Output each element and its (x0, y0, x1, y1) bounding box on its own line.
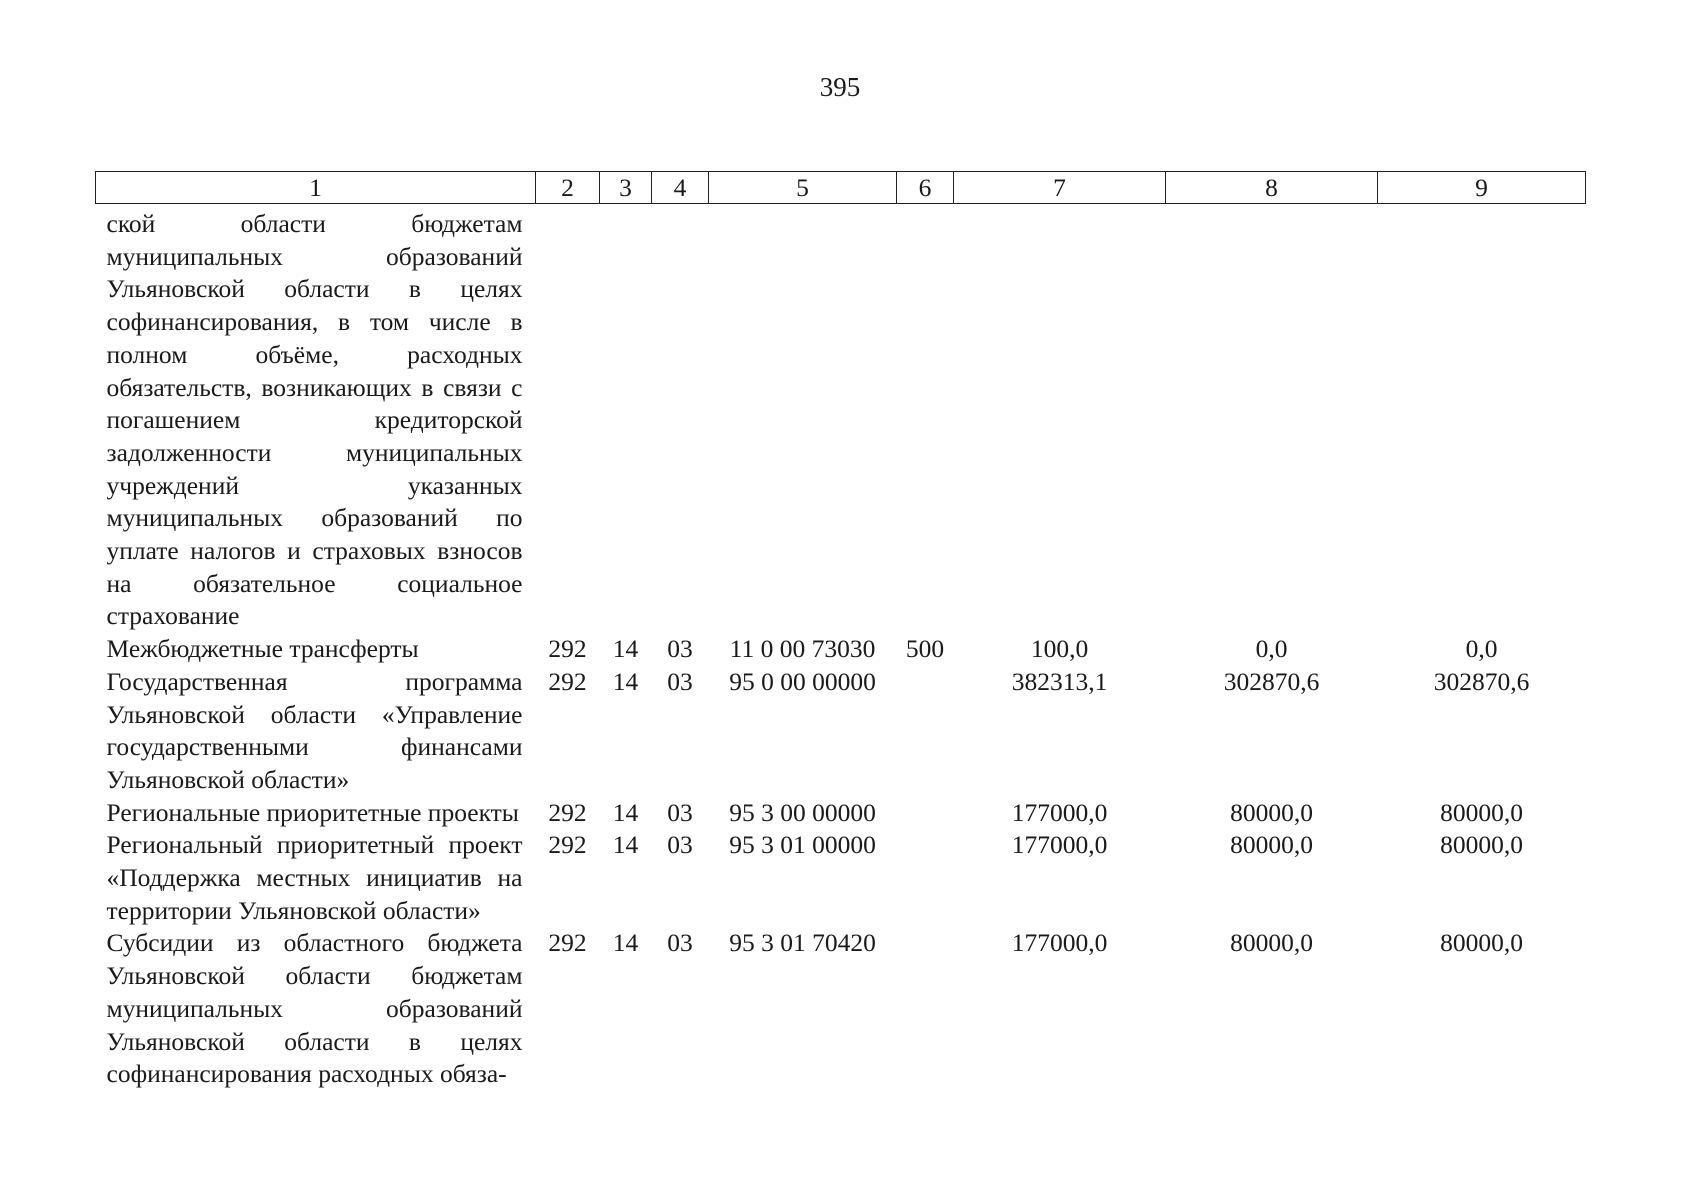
cell-expense-type (897, 797, 954, 830)
cell-ministry-code (536, 204, 600, 634)
table-row (96, 666, 1586, 797)
cell-subsection-code: 03 (667, 928, 693, 958)
budget-table (95, 171, 1586, 1091)
header-col-3: 3 (600, 172, 652, 204)
header-col-7: 7 (954, 172, 1166, 204)
cell-ministry-code: 292 (548, 666, 587, 696)
header-col-8: 8 (1166, 172, 1378, 204)
table-row (96, 797, 1586, 830)
cell-section-code: 14 (612, 634, 639, 664)
table-body (96, 204, 1586, 1091)
cell-amount-col7 (954, 204, 1166, 634)
cell-target-code: 95 0 00 00000 (729, 666, 876, 696)
row-name: Межбюджетные трансферты (106, 634, 419, 664)
cell-amount-col8: 0,0 (1255, 634, 1288, 664)
table-row (96, 633, 1586, 666)
row-name: Субсидии из областного бюджета Ульяновской области бюджетам муниципальных образований Ульяновской области в целях софинансирования расходных обяза- (106, 928, 523, 1089)
header-col-6: 6 (897, 172, 954, 204)
cell-expense-type (897, 204, 954, 634)
cell-section-code (600, 204, 652, 634)
cell-target-code: 95 3 00 00000 (729, 797, 876, 827)
row-name: ской области бюджетам муниципальных образований Ульяновской области в целях софинансирования, в том числе в полном объёме, расходных обязательств, возникающих в связи с погашением кредиторской задолженности муниципальных учреждений указанных муниципальных образований по уплате налогов и страховых взносов на обязательное социальное страхование (106, 209, 523, 631)
cell-amount-col7: 382313,1 (1011, 666, 1108, 696)
cell-expense-type (897, 666, 954, 797)
cell-subsection-code: 03 (667, 666, 693, 696)
cell-amount-col7: 177000,0 (1011, 928, 1108, 958)
cell-amount-col7: 177000,0 (1011, 797, 1108, 827)
header-col-4: 4 (652, 172, 709, 204)
table-row (96, 927, 1586, 1091)
cell-expense-type: 500 (905, 634, 945, 664)
cell-section-code: 14 (612, 666, 639, 696)
cell-target-code (709, 204, 897, 634)
cell-ministry-code: 292 (548, 797, 587, 827)
header-col-9: 9 (1378, 172, 1586, 204)
cell-amount-col8: 80000,0 (1230, 830, 1313, 860)
cell-amount-col9: 80000,0 (1440, 797, 1523, 827)
cell-ministry-code: 292 (548, 830, 587, 860)
cell-amount-col8: 302870,6 (1223, 666, 1320, 696)
cell-amount-col9: 80000,0 (1440, 830, 1523, 860)
row-name: Региональный приоритетный проект «Поддержка местных инициатив на территории Ульяновской области» (106, 830, 523, 925)
table-row (96, 204, 1586, 634)
cell-amount-col9: 302870,6 (1433, 666, 1530, 696)
cell-amount-col7: 177000,0 (1011, 830, 1108, 860)
header-col-5: 5 (709, 172, 897, 204)
cell-ministry-code: 292 (548, 928, 587, 958)
cell-subsection-code: 03 (667, 797, 693, 827)
cell-target-code: 95 3 01 00000 (729, 830, 876, 860)
cell-expense-type (897, 829, 954, 927)
header-col-2: 2 (536, 172, 600, 204)
cell-amount-col9: 0,0 (1465, 634, 1498, 664)
table-row (96, 829, 1586, 927)
cell-expense-type (897, 927, 954, 1091)
cell-subsection-code: 03 (667, 830, 693, 860)
cell-amount-col9 (1378, 204, 1586, 634)
cell-amount-col7: 100,0 (1030, 634, 1089, 664)
cell-amount-col8: 80000,0 (1230, 928, 1313, 958)
table-header (96, 172, 1586, 204)
header-row (96, 172, 1586, 204)
cell-section-code: 14 (612, 830, 639, 860)
cell-target-code: 11 0 00 73030 (729, 634, 876, 664)
cell-amount-col8 (1166, 204, 1378, 634)
cell-ministry-code: 292 (548, 634, 587, 664)
cell-target-code: 95 3 01 70420 (729, 928, 876, 958)
cell-section-code: 14 (612, 928, 639, 958)
cell-subsection-code: 03 (667, 634, 693, 664)
cell-amount-col8: 80000,0 (1230, 797, 1313, 827)
header-col-1: 1 (96, 172, 536, 204)
cell-section-code: 14 (612, 797, 639, 827)
row-name: Государственная программа Ульяновской области «Управление государственными финансами Ульяновской области» (106, 666, 523, 794)
row-name: Региональные приоритетные проекты (106, 797, 519, 827)
cell-subsection-code (652, 204, 709, 634)
cell-amount-col9: 80000,0 (1440, 928, 1523, 958)
page-number: 395 (819, 72, 861, 102)
